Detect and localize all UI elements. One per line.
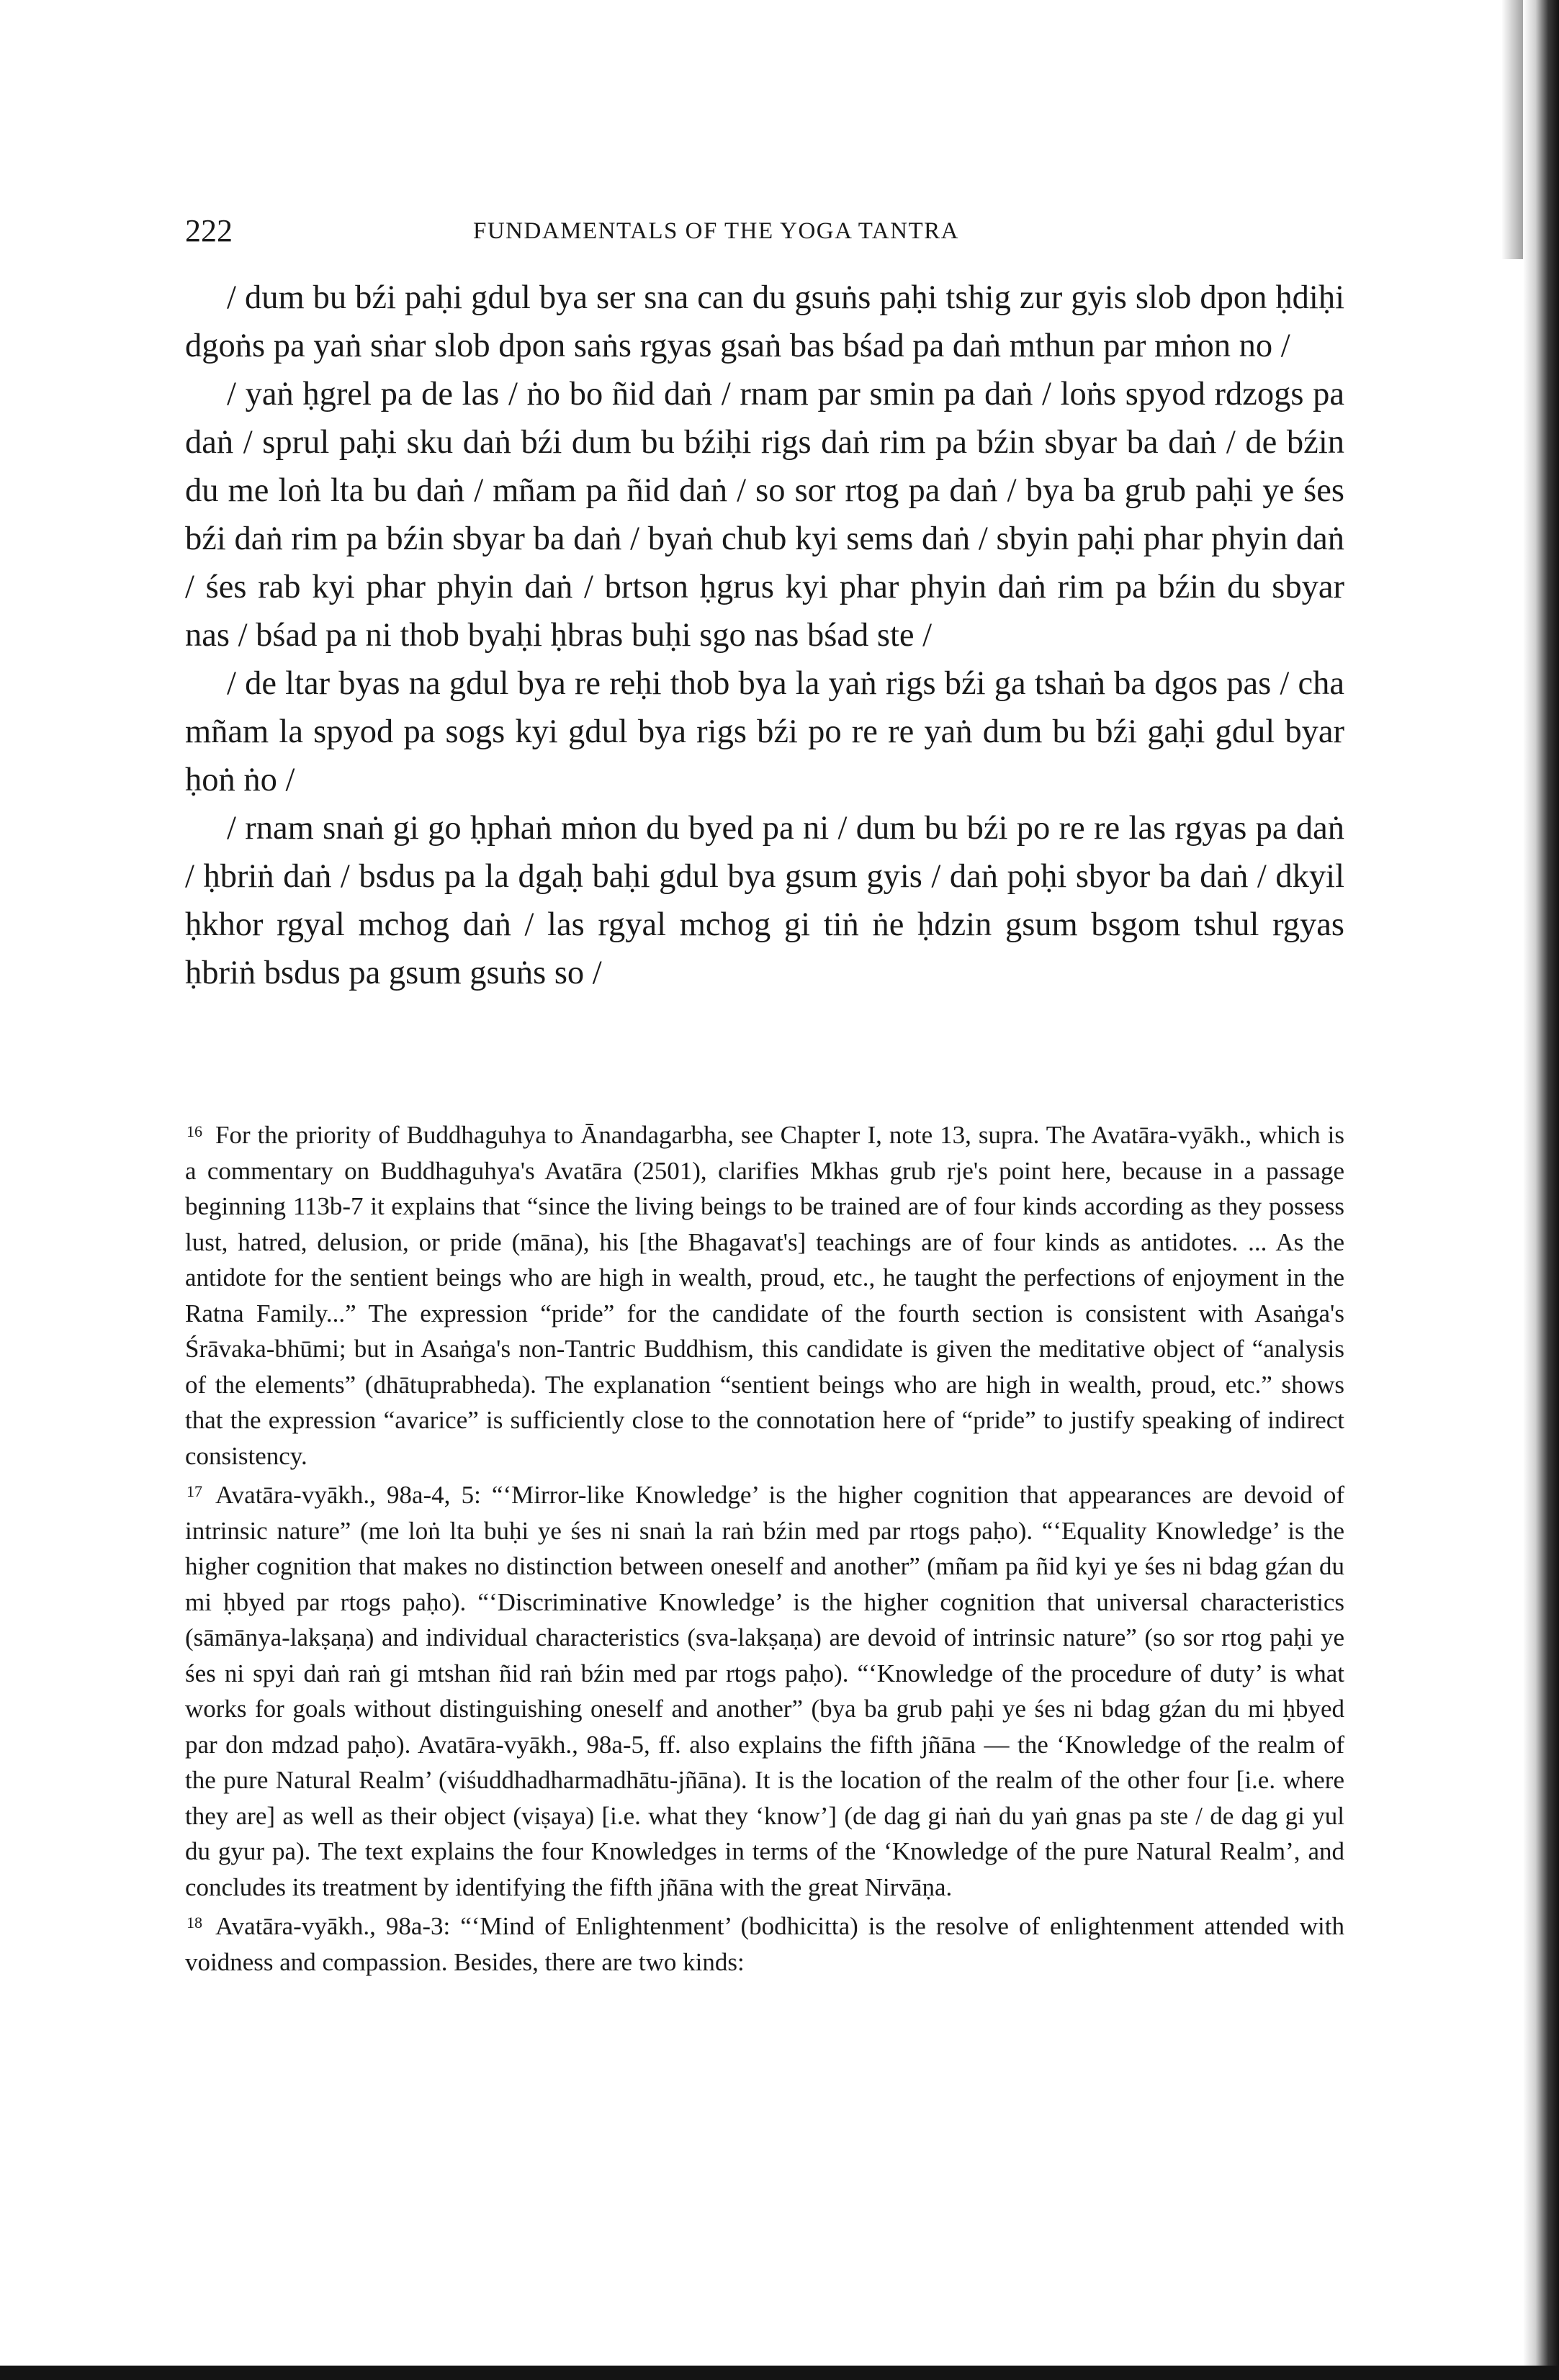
main-paragraph: / yaṅ ḥgrel pa de las / ṅo bo ñid daṅ / rnam par smin pa daṅ / loṅs spyod rdzogs pa daṅ / sprul paḥi sku daṅ bźi dum bu bźiḥi rigs daṅ rim pa bźin sbyar ba daṅ / de bźin du me loṅ lta bu daṅ / mñam pa ñid daṅ / so sor rtog pa daṅ / bya ba grub paḥi ye śes bźi daṅ rim pa bźin sbyar ba daṅ / byaṅ chub kyi sems daṅ / sbyin paḥi phar phyin daṅ / śes rab kyi phar phyin daṅ / brtson ḥgrus kyi phar phyin daṅ rim pa bźin du sbyar nas / bśad pa ni thob byaḥi ḥbras buḥi sgo nas bśad ste / [185,376,1344,654]
page-header [185,209,1344,253]
scan-bottom-edge [0,2366,1559,2380]
footnote [185,1474,1344,1905]
footnote-number: 16 [187,1122,202,1140]
footnote-number: 17 [187,1482,202,1500]
footnote [185,1905,1344,1980]
footnote [185,1114,1344,1474]
main-text [185,274,1344,997]
footnote-text: Avatāra-vyākh., 98a-3: “‘Mind of Enlightenment’ (bodhicitta) is the resolve of enlightenment attended with voidness and compassion. Besides, there are two kinds: [185,1912,1344,1976]
page-number: 222 [185,213,233,248]
footnote-number: 18 [187,1914,202,1932]
main-paragraph: / de ltar byas na gdul bya re reḥi thob bya la yaṅ rigs bźi ga tshaṅ ba dgos pas / cha mñam la spyod pa sogs kyi gdul bya rigs bźi po re re yaṅ dum bu bźi gaḥi gdul byar ḥoṅ ṅo / [185,665,1344,798]
page-edge-shadow [1523,0,1559,2380]
footnote-text: Avatāra-vyākh., 98a-4, 5: “‘Mirror-like Knowledge’ is the higher cognition that appearances are devoid of intrinsic nature” (me loṅ lta buḥi ye śes ni snaṅ la raṅ bźin med par rtogs paḥo). “‘Equality Knowledge’ is the higher cognition that makes no distinction between oneself and another” (mñam pa ñid kyi ye śes ni bdag gźan du mi ḥbyed par rtogs paḥo). “‘Discriminative Knowledge’ is the higher cognition that universal characteristics (sāmānya-lakṣaṇa) and individual characteristics (sva-lakṣaṇa) are devoid of intrinsic nature” (so sor rtog paḥi ye śes ni spyi daṅ raṅ gi mtshan ñid raṅ bźin med par rtogs paḥo). “‘Knowledge of the procedure of duty’ is what works for goals without distinguishing oneself and another” (bya ba grub paḥi ye śes ni bdag gźan du mi ḥbyed par don mdzad paḥo). Avatāra-vyākh., 98a-5, ff. also explains the fifth jñāna — the ‘Knowledge of the realm of the pure Natural Realm’ (viśuddhadharmadhātu-jñāna). It is the location of the realm of the other four [i.e. where they are] as well as their object (viṣaya) [i.e. what they ‘know’] (de dag gi ṅaṅ du yaṅ gnas pa ste / de dag gi yul du gyur pa). The text explains the four Knowledges in terms of the ‘Knowledge of the pure Natural Realm’, and concludes its treatment by identifying the fifth jñāna with the great Nirvāṇa. [185,1481,1344,1901]
footnote-text: For the priority of Buddhaguhya to Ānandagarbha, see Chapter I, note 13, supra. The Avatāra-vyākh., which is a commentary on Buddhaguhya's Avatāra (2501), clarifies Mkhas grub rje's point here, because in a passage beginning 113b-7 it explains that “since the living beings to be trained are of four kinds according as they possess lust, hatred, delusion, or pride (māna), his [the Bhagavat's] teachings are of four kinds as antidotes. ... As the antidote for the sentient beings who are high in wealth, proud, etc., he taught the perfections of enjoyment in the Ratna Family...” The expression “pride” for the candidate of the fourth section is consistent with Asaṅga's Śrāvaka-bhūmi; but in Asaṅga's non-Tantric Buddhism, this candidate is given the meditative object of “analysis of the elements” (dhātuprabheda). The explanation “sentient beings who are high in wealth, proud, etc.” shows that the expression “avarice” is sufficiently close to the connotation here of “pride” to justify speaking of indirect consistency. [185,1121,1344,1470]
footnotes [185,1114,1344,1980]
running-head: FUNDAMENTALS OF THE YOGA TANTRA [473,218,959,244]
main-paragraph: / dum bu bźi paḥi gdul bya ser sna can du gsuṅs paḥi tshig zur gyis slob dpon ḥdiḥi dgoṅs pa yaṅ sṅar slob dpon saṅs rgyas gsaṅ bas bśad pa daṅ mthun par mṅon no / [185,279,1344,364]
main-paragraph: / rnam snaṅ gi go ḥphaṅ mṅon du byed pa ni / dum bu bźi po re re las rgyas pa daṅ / ḥbriṅ daṅ / bsdus pa la dgaḥ baḥi gdul bya gsum gyis / daṅ poḥi sbyor ba daṅ / dkyil ḥkhor rgyal mchog daṅ / las rgyal mchog gi tiṅ ṅe ḥdzin gsum bsgom tshul rgyas ḥbriṅ bsdus pa gsum gsuṅs so / [185,810,1344,991]
